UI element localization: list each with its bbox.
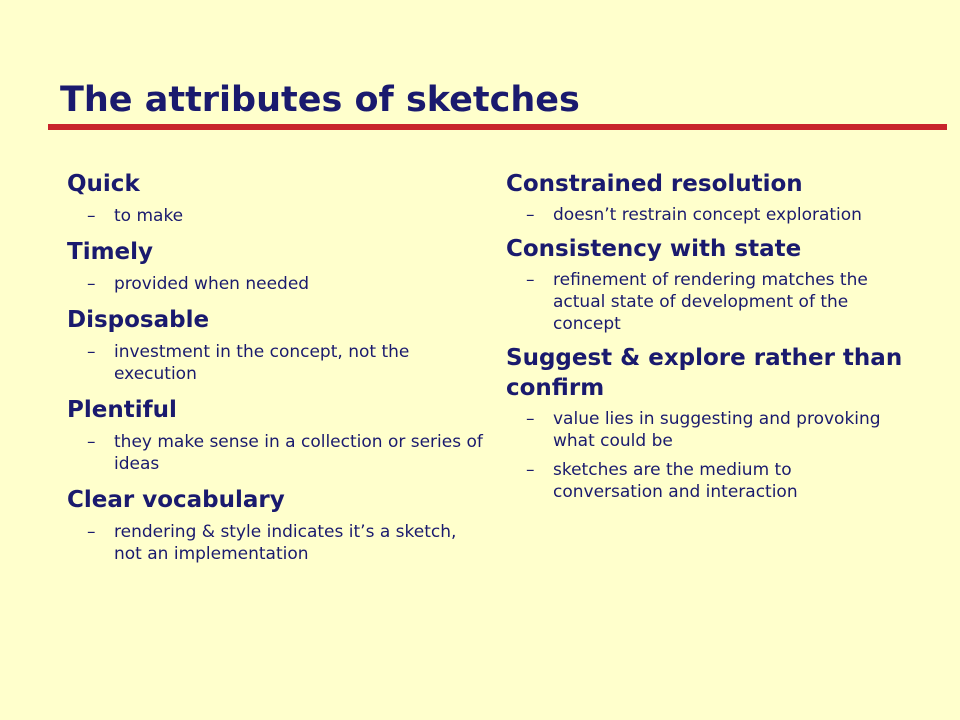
attribute-heading: Consistency with state [506, 236, 802, 262]
attribute-detail [506, 459, 906, 503]
attribute-item [506, 234, 906, 335]
title-divider [48, 124, 947, 130]
attribute-item [67, 237, 487, 295]
attribute-heading: Constrained resolution [506, 171, 803, 197]
attribute-item [67, 485, 487, 565]
slide-title: The attributes of sketches [60, 80, 580, 120]
attribute-detail-text: provided when needed [114, 274, 310, 294]
attribute-item [67, 395, 487, 475]
bullet-dash: – [87, 274, 96, 294]
attribute-item [67, 169, 487, 227]
attribute-detail-text: doesn’t restrain concept exploration [553, 205, 862, 225]
attribute-detail-text: sketches are the medium to conversation and interaction [553, 460, 798, 502]
attribute-detail-text: they make sense in a collection or series of ideas [114, 432, 483, 474]
right-column [506, 169, 906, 503]
attribute-heading: Plentiful [67, 397, 177, 423]
attribute-detail [67, 341, 487, 385]
bullet-dash: – [87, 206, 96, 226]
bullet-dash: – [87, 432, 96, 452]
attribute-detail-text: investment in the concept, not the execution [114, 342, 410, 384]
attribute-detail [506, 408, 906, 452]
attribute-detail [506, 204, 906, 226]
attribute-heading: Suggest & explore rather than confirm [506, 345, 903, 401]
bullet-dash: – [87, 522, 96, 542]
attribute-item [506, 169, 906, 226]
attribute-item [506, 343, 906, 503]
attribute-heading: Timely [67, 239, 154, 265]
attribute-heading: Clear vocabulary [67, 487, 285, 513]
attribute-heading: Quick [67, 171, 140, 197]
attribute-heading: Disposable [67, 307, 210, 333]
attribute-detail [506, 269, 906, 335]
attribute-detail-text: refinement of rendering matches the actual state of development of the concept [553, 270, 868, 334]
attribute-detail [67, 273, 487, 295]
attribute-detail [67, 431, 487, 475]
bullet-dash: – [526, 270, 535, 290]
left-column [67, 169, 487, 565]
bullet-dash: – [526, 409, 535, 429]
attribute-detail [67, 205, 487, 227]
attribute-detail-text: rendering & style indicates it’s a sketch, not an implementation [114, 522, 457, 564]
attribute-detail-text: to make [114, 206, 184, 226]
attribute-item [67, 305, 487, 385]
bullet-dash: – [526, 460, 535, 480]
attribute-detail-text: value lies in suggesting and provoking what could be [553, 409, 881, 451]
bullet-dash: – [526, 205, 535, 225]
bullet-dash: – [87, 342, 96, 362]
attribute-detail [67, 521, 487, 565]
